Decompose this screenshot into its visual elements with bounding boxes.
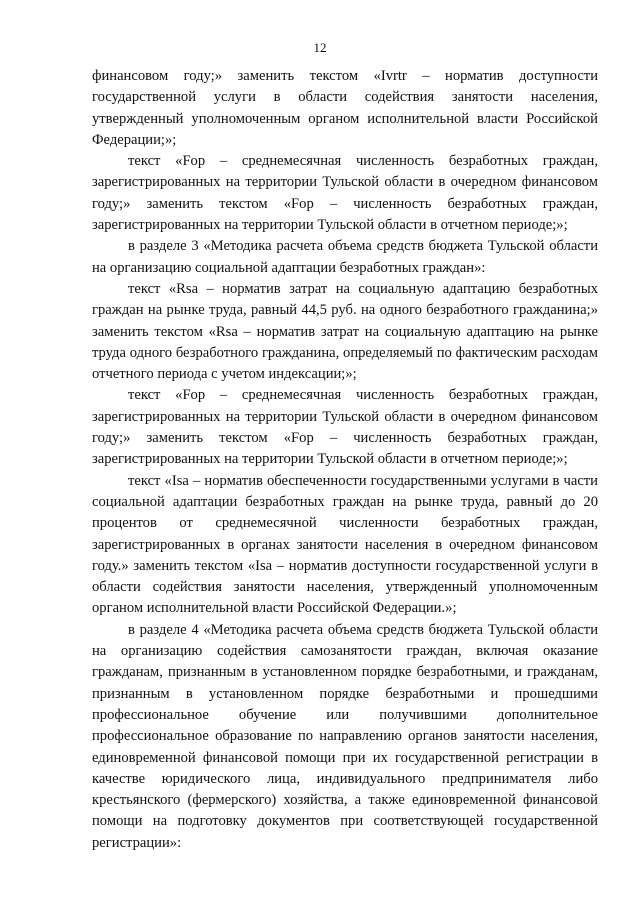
paragraph-isa-replacement: текст «Isa – норматив обеспеченности государственными услугами в части социальной адаптации безработных граждан на рынке труда, равный до 20 процентов от среднемесячной численности безработных граждан, зарегистрированных в органах занятости населения в очередном финансовом году.» заменить текстом «Isa – норматив доступности государственной услуги в области содействия занятости населения, утвержденный уполномоченным органом исполнительной власти Российской Федерации.»; — [92, 472, 598, 617]
paragraph-section-3-heading: в разделе 3 «Методика расчета объема средств бюджета Тульской области на организацию социальной адаптации безработных граждан»: — [92, 238, 598, 276]
paragraph-ivrtr-replacement: финансовом году;» заменить текстом «Ivrtr – норматив доступности государственной услуги в области содействия занятости населения, утвержденный уполномоченным органом исполнительной власти Российской Федерации;»; — [92, 68, 598, 148]
paragraph-rsa-replacement: текст «Rsa – норматив затрат на социальную адаптацию безработных граждан на рынке труда, равный 44,5 руб. на одного безработного гражданина;» заменить текстом «Rsa – норматив затрат на социальную адаптацию на рынке труда одного безработного гражданина, определяемый по фактическим расходам отчетного периода с учетом индексации;»; — [92, 280, 598, 383]
page-number: 12 — [313, 40, 327, 55]
paragraph-fop-replacement-1: текст «Fop – среднемесячная численность безработных граждан, зарегистрированных на территории Тульской области в очередном финансовом году;» заменить текстом «Fop – численность безработных граждан, зарегистрированных на территории Тульской области в отчетном периоде;»; — [92, 153, 598, 234]
paragraph-fop-replacement-2: текст «Fop – среднемесячная численность безработных граждан, зарегистрированных на территории Тульской области в очередном финансовом году;» заменить текстом «Fop – численность безработных граждан, зарегистрированных на территории Тульской области в отчетном периоде;»; — [92, 387, 598, 468]
paragraph-section-4-heading: в разделе 4 «Методика расчета объема средств бюджета Тульской области на организацию содействия самозанятости граждан, включая оказание гражданам, признанным в установленном порядке безработными, и гражданам, признанным в установленном порядке безработными и прошедшими профессиональное обучение или получившими дополнительное профессиональное образование по направлению органов занятости населения, единовременной финансовой помощи при их государственной регистрации в качестве юридического лица, индивидуального предпринимателя либо крестьянского (фермерского) хозяйства, а также единовременной финансовой помощи на подготовку документов при соответствующей государственной регистрации»: — [92, 621, 598, 851]
document-body — [92, 66, 598, 854]
